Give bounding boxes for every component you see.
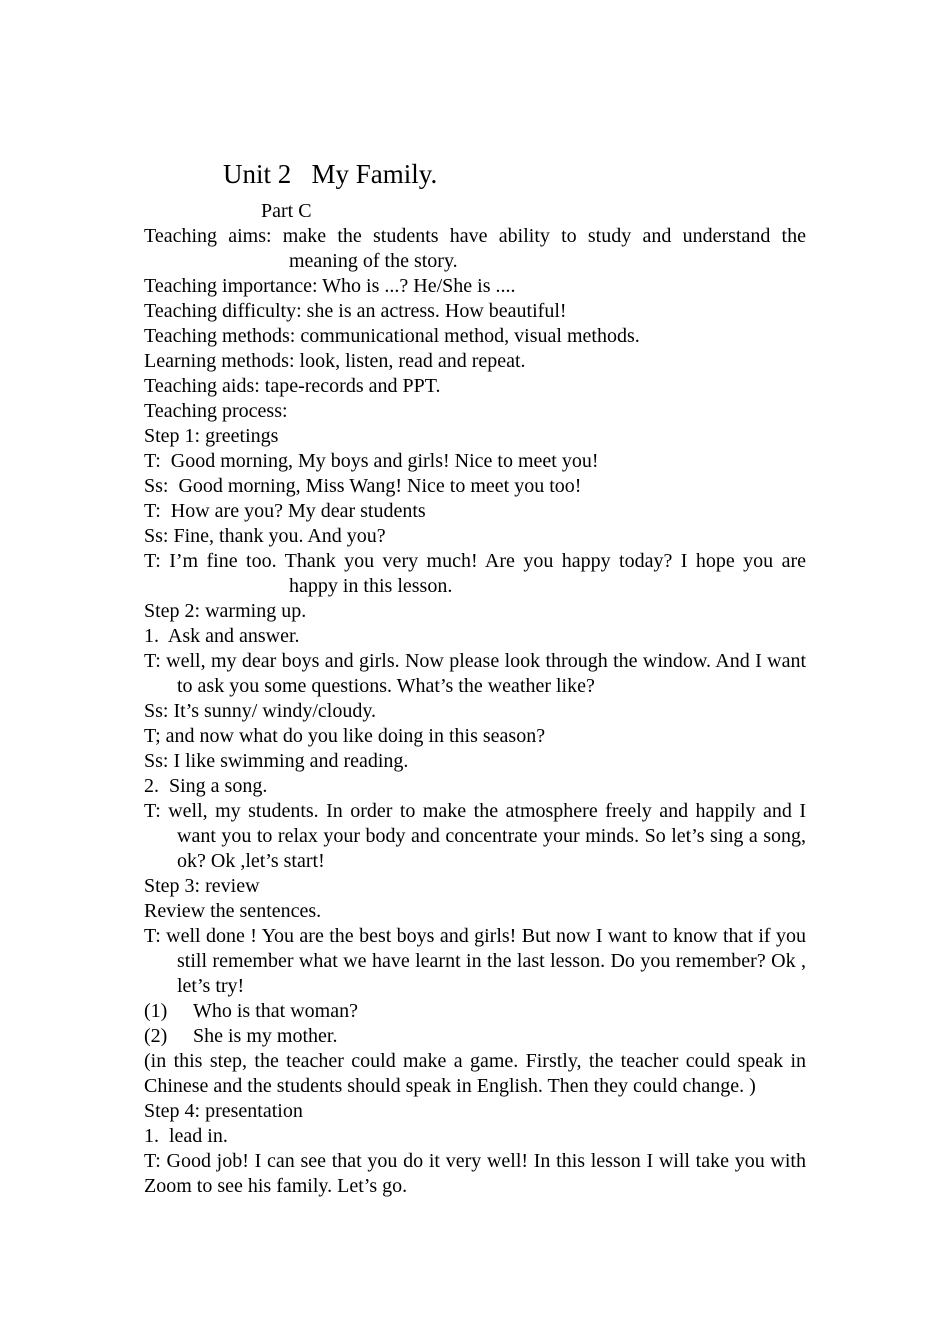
teaching-importance: Teaching importance: Who is ...? He/She is ....	[144, 275, 516, 297]
dialogue-line: Ss: Fine, thank you. And you?	[144, 525, 386, 547]
teaching-process-heading: Teaching process:	[144, 400, 288, 422]
dialogue-line: T: How are you? My dear students	[144, 500, 426, 522]
list-item: 1. Ask and answer.	[144, 625, 300, 647]
numbered-item	[144, 999, 806, 1024]
dialogue-line: Ss: Good morning, Miss Wang! Nice to meet you too!	[144, 475, 582, 497]
dialogue-line: T: well done ! You are the best boys and girls! But now I want to know that if you still remember what we have learnt in the last lesson. Do you remember? Ok , let’s try!	[144, 925, 806, 997]
dialogue-line: T: well, my students. In order to make the atmosphere freely and happily and I want you to relax your body and concentrate your minds. So let’s sing a song, ok? Ok ,let’s start!	[144, 800, 806, 872]
dialogue-line: Ss: It’s sunny/ windy/cloudy.	[144, 700, 377, 722]
teacher-note: (in this step, the teacher could make a game. Firstly, the teacher could speak in Chinese and the students should speak in English. Then they could change. )	[144, 1050, 806, 1097]
dialogue-line: Ss: I like swimming and reading.	[144, 750, 409, 772]
step-1-heading: Step 1: greetings	[144, 425, 279, 447]
step-3-heading: Step 3: review	[144, 875, 260, 897]
dialogue-line: T: Good morning, My boys and girls! Nice to meet you!	[144, 450, 599, 472]
teaching-aims: Teaching aims: make the students have ability to study and understand the meaning of the story.	[144, 225, 806, 272]
dialogue-line: T: well, my dear boys and girls. Now please look through the window. And I want to ask you some questions. What’s the weather like?	[144, 650, 806, 697]
step-4-heading: Step 4: presentation	[144, 1100, 303, 1122]
item-text: Who is that woman?	[193, 1000, 358, 1022]
review-intro: Review the sentences.	[144, 900, 322, 922]
item-number: (2)	[144, 1025, 168, 1047]
document-title: Unit 2 My Family.	[223, 159, 438, 189]
dialogue-line: T: I’m fine too. Thank you very much! Are you happy today? I hope you are happy in this lesson.	[144, 550, 806, 597]
document-body	[144, 224, 806, 1199]
teaching-aids: Teaching aids: tape-records and PPT.	[144, 375, 441, 397]
teaching-difficulty: Teaching difficulty: she is an actress. How beautiful!	[144, 300, 567, 322]
list-item: 1. lead in.	[144, 1125, 228, 1147]
teaching-methods: Teaching methods: communicational method, visual methods.	[144, 325, 640, 347]
document-subtitle: Part C	[261, 200, 312, 222]
step-2-heading: Step 2: warming up.	[144, 600, 307, 622]
list-item: 2. Sing a song.	[144, 775, 268, 797]
item-text: She is my mother.	[193, 1025, 338, 1047]
item-number: (1)	[144, 1000, 168, 1022]
dialogue-line: T: Good job! I can see that you do it very well! In this lesson I will take you with Zoom to see his family. Let’s go.	[144, 1150, 806, 1197]
dialogue-line: T; and now what do you like doing in this season?	[144, 725, 546, 747]
learning-methods: Learning methods: look, listen, read and repeat.	[144, 350, 526, 372]
numbered-item	[144, 1024, 806, 1049]
